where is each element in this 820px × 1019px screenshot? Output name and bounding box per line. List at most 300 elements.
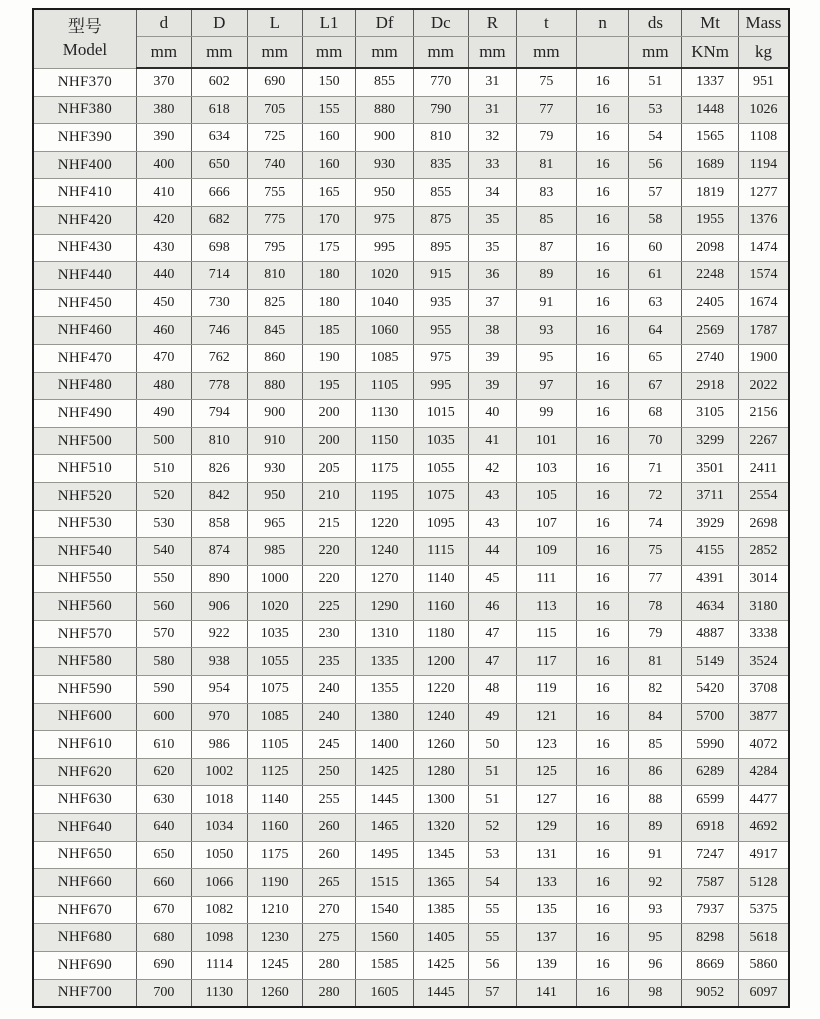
value-cell: 986 — [191, 731, 247, 759]
value-cell: 1200 — [413, 648, 468, 676]
value-cell: 6599 — [682, 786, 739, 814]
value-cell: 1605 — [356, 979, 413, 1007]
value-cell: 2098 — [682, 234, 739, 262]
value-cell: 1565 — [682, 124, 739, 152]
model-cell: NHF410 — [33, 179, 136, 207]
value-cell: 275 — [302, 924, 356, 952]
model-cell: NHF440 — [33, 262, 136, 290]
value-cell: 1345 — [413, 841, 468, 869]
value-cell: 88 — [629, 786, 682, 814]
value-cell: 890 — [191, 565, 247, 593]
value-cell: 1035 — [413, 427, 468, 455]
value-cell: 1194 — [738, 151, 789, 179]
value-cell: 700 — [136, 979, 191, 1007]
value-cell: 610 — [136, 731, 191, 759]
value-cell: 1060 — [356, 317, 413, 345]
value-cell: 1066 — [191, 869, 247, 897]
table-row — [33, 952, 789, 980]
value-cell: 600 — [136, 703, 191, 731]
value-cell: 210 — [302, 482, 356, 510]
value-cell: 855 — [413, 179, 468, 207]
value-cell: 1035 — [247, 620, 302, 648]
value-cell: 61 — [629, 262, 682, 290]
value-cell: 1105 — [247, 731, 302, 759]
column-header-D: D — [191, 9, 247, 37]
value-cell: 4391 — [682, 565, 739, 593]
value-cell: 111 — [517, 565, 577, 593]
value-cell: 900 — [356, 124, 413, 152]
value-cell: 602 — [191, 68, 247, 96]
value-cell: 5420 — [682, 676, 739, 704]
value-cell: 775 — [247, 206, 302, 234]
column-header-Dc: Dc — [413, 9, 468, 37]
model-cell: NHF630 — [33, 786, 136, 814]
value-cell: 1245 — [247, 952, 302, 980]
value-cell: 1335 — [356, 648, 413, 676]
value-cell: 127 — [517, 786, 577, 814]
value-cell: 380 — [136, 96, 191, 124]
unit-R: mm — [468, 37, 516, 69]
value-cell: 86 — [629, 758, 682, 786]
value-cell: 845 — [247, 317, 302, 345]
value-cell: 98 — [629, 979, 682, 1007]
value-cell: 1574 — [738, 262, 789, 290]
value-cell: 75 — [629, 538, 682, 566]
value-cell: 137 — [517, 924, 577, 952]
value-cell: 2267 — [738, 427, 789, 455]
value-cell: 155 — [302, 96, 356, 124]
value-cell: 450 — [136, 289, 191, 317]
value-cell: 57 — [629, 179, 682, 207]
model-cell: NHF390 — [33, 124, 136, 152]
value-cell: 1787 — [738, 317, 789, 345]
value-cell: 16 — [576, 841, 629, 869]
value-cell: 725 — [247, 124, 302, 152]
value-cell: 16 — [576, 924, 629, 952]
value-cell: 985 — [247, 538, 302, 566]
value-cell: 1175 — [247, 841, 302, 869]
table-row — [33, 234, 789, 262]
value-cell: 51 — [468, 786, 516, 814]
table-row — [33, 731, 789, 759]
value-cell: 225 — [302, 593, 356, 621]
table-row — [33, 400, 789, 428]
unit-Mt: KNm — [682, 37, 739, 69]
model-cell: NHF580 — [33, 648, 136, 676]
unit-Dc: mm — [413, 37, 468, 69]
value-cell: 50 — [468, 731, 516, 759]
value-cell: 860 — [247, 344, 302, 372]
model-cell: NHF640 — [33, 814, 136, 842]
value-cell: 42 — [468, 455, 516, 483]
model-cell: NHF430 — [33, 234, 136, 262]
value-cell: 3105 — [682, 400, 739, 428]
value-cell: 3524 — [738, 648, 789, 676]
value-cell: 690 — [136, 952, 191, 980]
value-cell: 410 — [136, 179, 191, 207]
value-cell: 746 — [191, 317, 247, 345]
value-cell: 6097 — [738, 979, 789, 1007]
value-cell: 5990 — [682, 731, 739, 759]
value-cell: 7587 — [682, 869, 739, 897]
table-row — [33, 510, 789, 538]
column-header-Mt: Mt — [682, 9, 739, 37]
value-cell: 75 — [517, 68, 577, 96]
value-cell: 2405 — [682, 289, 739, 317]
value-cell: 65 — [629, 344, 682, 372]
value-cell: 1320 — [413, 814, 468, 842]
value-cell: 1425 — [356, 758, 413, 786]
value-cell: 7247 — [682, 841, 739, 869]
spec-table — [32, 8, 790, 1008]
value-cell: 1082 — [191, 896, 247, 924]
value-cell: 1819 — [682, 179, 739, 207]
value-cell: 740 — [247, 151, 302, 179]
unit-t: mm — [517, 37, 577, 69]
value-cell: 1115 — [413, 538, 468, 566]
value-cell: 1105 — [356, 372, 413, 400]
table-row — [33, 96, 789, 124]
value-cell: 560 — [136, 593, 191, 621]
value-cell: 470 — [136, 344, 191, 372]
value-cell: 1055 — [413, 455, 468, 483]
value-cell: 1175 — [356, 455, 413, 483]
model-cell: NHF670 — [33, 896, 136, 924]
value-cell: 53 — [629, 96, 682, 124]
value-cell: 63 — [629, 289, 682, 317]
value-cell: 1230 — [247, 924, 302, 952]
value-cell: 1075 — [247, 676, 302, 704]
value-cell: 3501 — [682, 455, 739, 483]
value-cell: 78 — [629, 593, 682, 621]
model-cell: NHF540 — [33, 538, 136, 566]
value-cell: 200 — [302, 400, 356, 428]
value-cell: 31 — [468, 96, 516, 124]
value-cell: 1385 — [413, 896, 468, 924]
value-cell: 1040 — [356, 289, 413, 317]
table-row — [33, 262, 789, 290]
table-row — [33, 289, 789, 317]
value-cell: 460 — [136, 317, 191, 345]
value-cell: 2569 — [682, 317, 739, 345]
value-cell: 95 — [629, 924, 682, 952]
model-cell: NHF470 — [33, 344, 136, 372]
value-cell: 16 — [576, 68, 629, 96]
value-cell: 16 — [576, 317, 629, 345]
column-header-Df: Df — [356, 9, 413, 37]
value-cell: 951 — [738, 68, 789, 96]
value-cell: 910 — [247, 427, 302, 455]
value-cell: 5860 — [738, 952, 789, 980]
value-cell: 37 — [468, 289, 516, 317]
table-row — [33, 869, 789, 897]
value-cell: 103 — [517, 455, 577, 483]
value-cell: 880 — [247, 372, 302, 400]
value-cell: 705 — [247, 96, 302, 124]
value-cell: 930 — [247, 455, 302, 483]
value-cell: 52 — [468, 814, 516, 842]
value-cell: 1140 — [247, 786, 302, 814]
value-cell: 180 — [302, 289, 356, 317]
value-cell: 220 — [302, 565, 356, 593]
value-cell: 16 — [576, 262, 629, 290]
model-header-cn: 型号 — [67, 16, 102, 36]
value-cell: 1376 — [738, 206, 789, 234]
value-cell: 810 — [413, 124, 468, 152]
value-cell: 3338 — [738, 620, 789, 648]
value-cell: 835 — [413, 151, 468, 179]
value-cell: 82 — [629, 676, 682, 704]
value-cell: 87 — [517, 234, 577, 262]
column-header-L1: L1 — [302, 9, 356, 37]
value-cell: 1020 — [356, 262, 413, 290]
unit-L1: mm — [302, 37, 356, 69]
value-cell: 16 — [576, 758, 629, 786]
model-cell: NHF530 — [33, 510, 136, 538]
value-cell: 1020 — [247, 593, 302, 621]
value-cell: 4692 — [738, 814, 789, 842]
value-cell: 1085 — [247, 703, 302, 731]
value-cell: 185 — [302, 317, 356, 345]
value-cell: 922 — [191, 620, 247, 648]
value-cell: 16 — [576, 593, 629, 621]
value-cell: 778 — [191, 372, 247, 400]
unit-ds: mm — [629, 37, 682, 69]
value-cell: 1075 — [413, 482, 468, 510]
model-cell: NHF550 — [33, 565, 136, 593]
value-cell: 16 — [576, 979, 629, 1007]
value-cell: 220 — [302, 538, 356, 566]
value-cell: 7937 — [682, 896, 739, 924]
value-cell: 180 — [302, 262, 356, 290]
table-row — [33, 593, 789, 621]
value-cell: 690 — [247, 68, 302, 96]
value-cell: 490 — [136, 400, 191, 428]
value-cell: 92 — [629, 869, 682, 897]
value-cell: 794 — [191, 400, 247, 428]
value-cell: 2852 — [738, 538, 789, 566]
table-row — [33, 648, 789, 676]
value-cell: 16 — [576, 344, 629, 372]
value-cell: 400 — [136, 151, 191, 179]
value-cell: 1300 — [413, 786, 468, 814]
model-cell: NHF510 — [33, 455, 136, 483]
value-cell: 550 — [136, 565, 191, 593]
value-cell: 47 — [468, 620, 516, 648]
value-cell: 39 — [468, 372, 516, 400]
value-cell: 1050 — [191, 841, 247, 869]
value-cell: 35 — [468, 234, 516, 262]
value-cell: 44 — [468, 538, 516, 566]
value-cell: 265 — [302, 869, 356, 897]
value-cell: 2740 — [682, 344, 739, 372]
value-cell: 930 — [356, 151, 413, 179]
column-header-t: t — [517, 9, 577, 37]
value-cell: 1337 — [682, 68, 739, 96]
value-cell: 1026 — [738, 96, 789, 124]
value-cell: 680 — [136, 924, 191, 952]
value-cell: 842 — [191, 482, 247, 510]
value-cell: 1220 — [413, 676, 468, 704]
value-cell: 16 — [576, 786, 629, 814]
header-unit-row — [33, 37, 789, 69]
value-cell: 1240 — [356, 538, 413, 566]
value-cell: 1180 — [413, 620, 468, 648]
value-cell: 54 — [629, 124, 682, 152]
model-cell: NHF600 — [33, 703, 136, 731]
model-cell: NHF570 — [33, 620, 136, 648]
value-cell: 125 — [517, 758, 577, 786]
model-cell: NHF690 — [33, 952, 136, 980]
value-cell: 795 — [247, 234, 302, 262]
table-row — [33, 372, 789, 400]
value-cell: 89 — [629, 814, 682, 842]
value-cell: 1000 — [247, 565, 302, 593]
value-cell: 33 — [468, 151, 516, 179]
value-cell: 1125 — [247, 758, 302, 786]
value-cell: 170 — [302, 206, 356, 234]
value-cell: 16 — [576, 372, 629, 400]
value-cell: 16 — [576, 96, 629, 124]
value-cell: 119 — [517, 676, 577, 704]
value-cell: 1445 — [413, 979, 468, 1007]
value-cell: 175 — [302, 234, 356, 262]
value-cell: 85 — [517, 206, 577, 234]
value-cell: 79 — [629, 620, 682, 648]
value-cell: 1260 — [247, 979, 302, 1007]
value-cell: 1095 — [413, 510, 468, 538]
column-header-d: d — [136, 9, 191, 37]
header-label-row — [33, 9, 789, 37]
value-cell: 1108 — [738, 124, 789, 152]
table-body — [33, 68, 789, 1007]
value-cell: 16 — [576, 676, 629, 704]
value-cell: 205 — [302, 455, 356, 483]
model-cell: NHF560 — [33, 593, 136, 621]
value-cell: 5375 — [738, 896, 789, 924]
value-cell: 935 — [413, 289, 468, 317]
value-cell: 240 — [302, 676, 356, 704]
value-cell: 16 — [576, 455, 629, 483]
value-cell: 660 — [136, 869, 191, 897]
value-cell: 880 — [356, 96, 413, 124]
value-cell: 16 — [576, 510, 629, 538]
model-cell: NHF680 — [33, 924, 136, 952]
value-cell: 3711 — [682, 482, 739, 510]
value-cell: 1495 — [356, 841, 413, 869]
value-cell: 1085 — [356, 344, 413, 372]
value-cell: 1280 — [413, 758, 468, 786]
value-cell: 6918 — [682, 814, 739, 842]
value-cell: 3929 — [682, 510, 739, 538]
value-cell: 16 — [576, 400, 629, 428]
value-cell: 1380 — [356, 703, 413, 731]
value-cell: 1002 — [191, 758, 247, 786]
value-cell: 6289 — [682, 758, 739, 786]
model-cell: NHF650 — [33, 841, 136, 869]
value-cell: 200 — [302, 427, 356, 455]
value-cell: 2698 — [738, 510, 789, 538]
value-cell: 16 — [576, 179, 629, 207]
value-cell: 150 — [302, 68, 356, 96]
value-cell: 16 — [576, 731, 629, 759]
value-cell: 35 — [468, 206, 516, 234]
model-cell: NHF700 — [33, 979, 136, 1007]
value-cell: 16 — [576, 814, 629, 842]
value-cell: 855 — [356, 68, 413, 96]
value-cell: 570 — [136, 620, 191, 648]
value-cell: 71 — [629, 455, 682, 483]
value-cell: 16 — [576, 648, 629, 676]
unit-L: mm — [247, 37, 302, 69]
value-cell: 1220 — [356, 510, 413, 538]
value-cell: 2918 — [682, 372, 739, 400]
value-cell: 440 — [136, 262, 191, 290]
value-cell: 682 — [191, 206, 247, 234]
value-cell: 16 — [576, 234, 629, 262]
value-cell: 1365 — [413, 869, 468, 897]
value-cell: 770 — [413, 68, 468, 96]
value-cell: 1055 — [247, 648, 302, 676]
value-cell: 1900 — [738, 344, 789, 372]
value-cell: 34 — [468, 179, 516, 207]
value-cell: 56 — [629, 151, 682, 179]
value-cell: 141 — [517, 979, 577, 1007]
value-cell: 16 — [576, 620, 629, 648]
value-cell: 16 — [576, 427, 629, 455]
value-cell: 1210 — [247, 896, 302, 924]
unit-d: mm — [136, 37, 191, 69]
value-cell: 1445 — [356, 786, 413, 814]
value-cell: 16 — [576, 869, 629, 897]
table-row — [33, 151, 789, 179]
value-cell: 1260 — [413, 731, 468, 759]
value-cell: 4887 — [682, 620, 739, 648]
model-cell: NHF620 — [33, 758, 136, 786]
model-cell: NHF590 — [33, 676, 136, 704]
value-cell: 16 — [576, 206, 629, 234]
model-cell: NHF370 — [33, 68, 136, 96]
table-row — [33, 344, 789, 372]
table-row — [33, 620, 789, 648]
model-cell: NHF400 — [33, 151, 136, 179]
value-cell: 906 — [191, 593, 247, 621]
value-cell: 41 — [468, 427, 516, 455]
value-cell: 825 — [247, 289, 302, 317]
value-cell: 54 — [468, 869, 516, 897]
value-cell: 16 — [576, 151, 629, 179]
value-cell: 4284 — [738, 758, 789, 786]
value-cell: 1540 — [356, 896, 413, 924]
value-cell: 858 — [191, 510, 247, 538]
value-cell: 900 — [247, 400, 302, 428]
value-cell: 43 — [468, 482, 516, 510]
value-cell: 1270 — [356, 565, 413, 593]
value-cell: 16 — [576, 124, 629, 152]
value-cell: 430 — [136, 234, 191, 262]
table-row — [33, 124, 789, 152]
value-cell: 77 — [517, 96, 577, 124]
value-cell: 480 — [136, 372, 191, 400]
value-cell: 5700 — [682, 703, 739, 731]
value-cell: 83 — [517, 179, 577, 207]
value-cell: 420 — [136, 206, 191, 234]
value-cell: 1098 — [191, 924, 247, 952]
value-cell: 1195 — [356, 482, 413, 510]
table-row — [33, 565, 789, 593]
value-cell: 1515 — [356, 869, 413, 897]
value-cell: 49 — [468, 703, 516, 731]
